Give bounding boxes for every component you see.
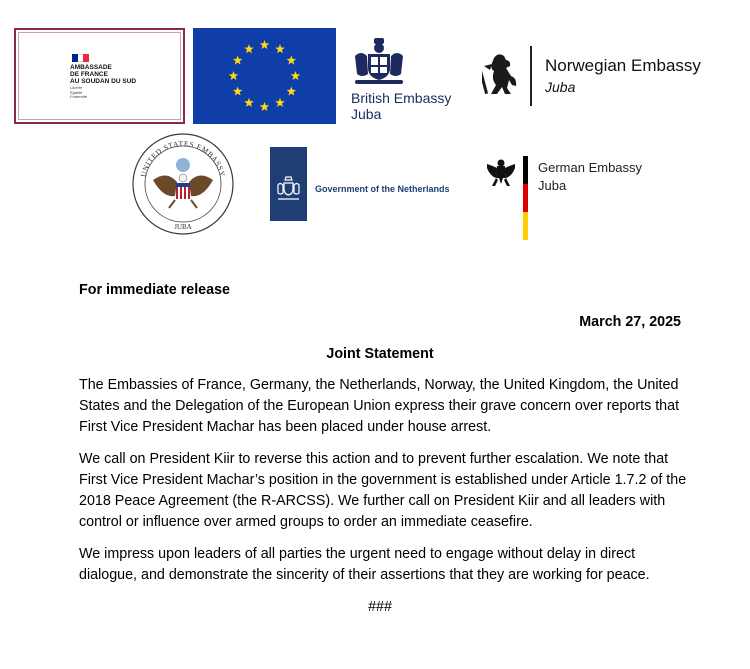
us-seal-ring-text: UNITED STATES EMBASSY [138, 138, 228, 178]
france-line-2: DE FRANCE [70, 71, 108, 78]
eu-star-icon [244, 44, 254, 53]
eu-star-icon [287, 87, 297, 96]
royal-coat-of-arms-icon [349, 36, 409, 88]
france-motto [70, 86, 110, 100]
uk-embassy-name [351, 90, 451, 122]
norway-embassy-name: Norwegian Embassy [545, 56, 701, 75]
norwegian-lion-icon [482, 52, 520, 96]
eu-star-icon [229, 71, 239, 80]
eu-star-icon [260, 102, 270, 111]
statement-heading: Joint Statement [326, 346, 434, 362]
end-mark: ### [368, 599, 392, 615]
france-line-3: AU SOUDAN DU SUD [70, 78, 137, 85]
french-flag-icon [72, 54, 89, 62]
dutch-royal-arms-icon [270, 147, 307, 221]
france-embassy-logo [14, 28, 185, 124]
motto-fraternite: Fraternité [70, 94, 88, 99]
eu-star-icon [275, 98, 285, 107]
norway-embassy-city: Juba [545, 79, 576, 95]
statement-paragraph-3: We impress upon leaders of all parties the urgent need to engage without delay in direct dialogue, and demonstrate the sincerity of their assertions that they are working for peace. [79, 546, 650, 583]
statement-paragraph-2: We call on President Kiir to reverse this action and to prevent further escalation. We note that First Vice President Machar’s position in the government is established under Article 1.7.2 of the 2018 Peace Agreement (the R-ARCSS). We further call on President Kiir and all leaders with control or influence over armed groups to order an immediate ceasefire. [79, 451, 687, 530]
eu-star-icon [260, 40, 270, 49]
netherlands-government-name: Government of the Netherlands [315, 184, 450, 194]
france-logo-text [70, 64, 180, 85]
german-flag-stripe-gold [523, 212, 528, 240]
uk-name-line-2: Juba [351, 106, 382, 122]
eu-star-icon [244, 98, 254, 107]
eu-star-icon [291, 71, 301, 80]
motto-liberte: Liberté [70, 85, 83, 90]
netherlands-blue-ribbon [270, 147, 307, 221]
netherlands-government-logo [270, 147, 470, 221]
norway-divider [530, 46, 532, 106]
flag-red-stripe [83, 54, 89, 62]
us-seal-city: JUBA [174, 223, 192, 231]
us-eagle-seal-icon [131, 132, 235, 236]
eu-star-icon [233, 56, 243, 65]
eu-delegation-logo [193, 28, 336, 124]
statement-date: March 27, 2025 [579, 314, 681, 330]
us-embassy-seal [131, 132, 235, 236]
german-flag-stripe-red [523, 184, 528, 212]
release-label: For immediate release [79, 282, 230, 298]
eu-star-icon [287, 56, 297, 65]
german-embassy-logo [485, 156, 655, 242]
france-line-1: AMBASSADE [70, 64, 112, 71]
eu-star-icon [233, 87, 243, 96]
eu-star-icon [275, 44, 285, 53]
german-flag-stripe-black [523, 156, 528, 184]
german-embassy-name: German Embassy [538, 160, 643, 175]
british-embassy-logo [349, 36, 469, 124]
motto-egalite: Égalité [70, 89, 83, 95]
norwegian-embassy-logo [482, 46, 712, 108]
german-eagle-icon [485, 156, 517, 190]
german-embassy-city: Juba [538, 178, 567, 193]
eu-stars-icon [193, 28, 336, 124]
uk-name-line-1: British Embassy [351, 90, 452, 106]
statement-paragraph-1: The Embassies of France, Germany, the Netherlands, Norway, the United Kingdom, the United States and the Delegation of the European Union express their grave concern over reports that First Vice President Machar has been placed under house arrest. [79, 377, 680, 435]
